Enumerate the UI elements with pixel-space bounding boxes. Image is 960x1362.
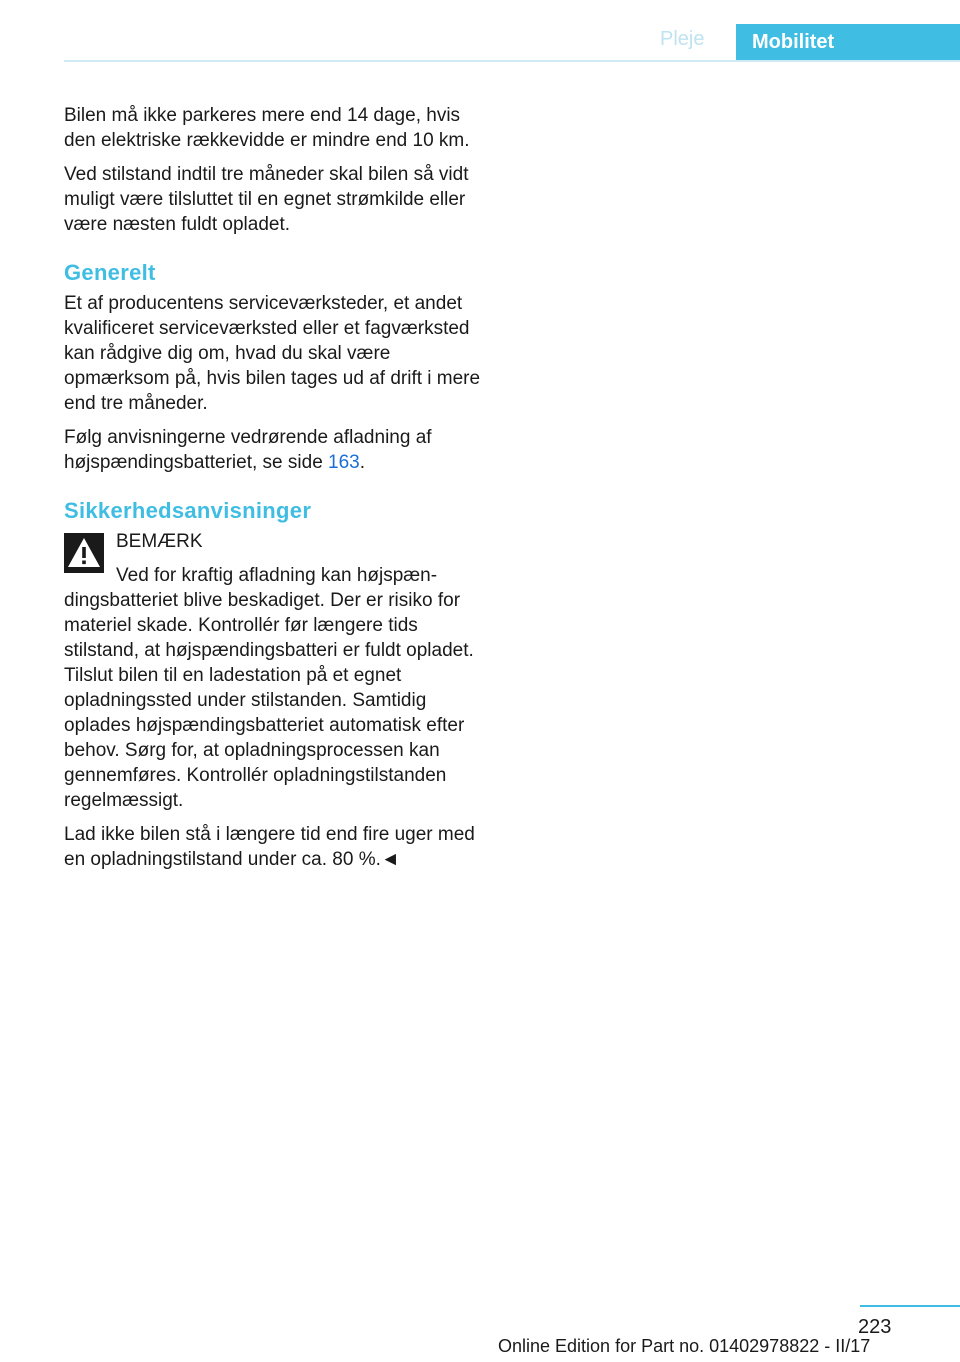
general-paragraph-2-end: .: [359, 452, 366, 473]
intro-paragraph-1: Bilen må ikke parkeres mere end 14 dage, hvis den elektriske rækkevidde er mindre end 10 km.: [64, 105, 470, 151]
general-paragraph-2: [64, 425, 484, 475]
header-divider: [64, 60, 960, 62]
section-title-generelt: Generelt: [64, 260, 156, 285]
footer-divider: [860, 1305, 960, 1307]
page-number: 223: [858, 1316, 892, 1338]
warning-label: BEMÆRK: [116, 531, 203, 552]
section-title-sikkerhedsanvisninger: Sikkerhedsanvisninger: [64, 498, 312, 523]
page-content: [64, 103, 484, 881]
page-link-163[interactable]: 163: [328, 452, 360, 473]
edition-text: Online Edition for Part no. 01402978822 - II/17: [498, 1336, 871, 1356]
tab-mobilitet[interactable]: Mobilitet: [736, 24, 960, 62]
general-paragraph-1: Et af producentens serviceværksteder, et andet kvalificeret serviceværksted eller et fagværksted kan rådgive dig om, hvad du skal være opmærksom på, hvis bilen tages ud af drift i mere end tre måneder.: [64, 293, 481, 414]
warning-paragraph-1: [64, 563, 484, 813]
warning-block: [64, 529, 484, 872]
warning-triangle-icon: [64, 533, 104, 573]
warning-paragraph-1-text: Ved for kraftig afladning kan højspændingsbatteriet blive beskadiget. Der er risiko for materiel skade. Kontrollér før længere tids stilstand, at højspændingsbatteri er fuldt opladet. Tilslut bilen til en ladestation på et egnet opladningssted under stilstanden. Samtidig oplades højspændingsbatteriet automatisk efter behov. Sørg for, at opladningsprocessen kan gennemføres. Kontrollér opladningstilstanden regelmæssigt.: [64, 565, 474, 811]
tab-pleje[interactable]: Pleje: [660, 28, 705, 50]
intro-paragraph-2: Ved stilstand indtil tre måneder skal bilen så vidt muligt være tilsluttet til en egnet strømkilde eller være næsten fuldt opladet.: [64, 164, 469, 235]
warning-paragraph-2: Lad ikke bilen stå i længere tid end fire uger med en opladningstilstand under ca. 80 %.◄: [64, 824, 475, 870]
general-paragraph-2-text: Følg anvisningerne vedrørende afladning af højspændingsbatteriet, se side: [64, 427, 432, 473]
